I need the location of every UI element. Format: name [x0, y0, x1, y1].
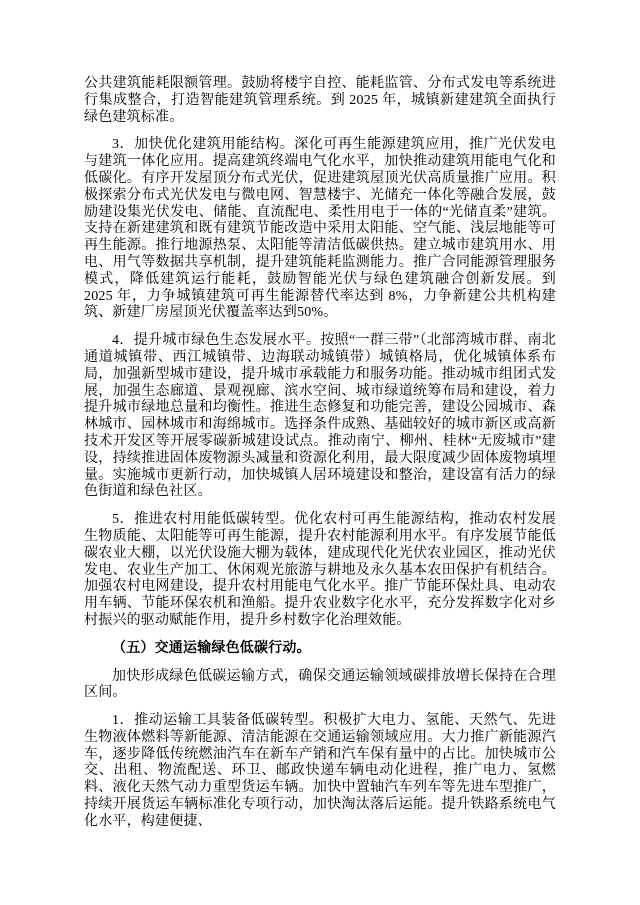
paragraph: 4．提升城市绿色生态发展水平。按照“一群三带”（北部湾城市群、南北通道城镇带、西江城镇带、边海联动城镇带）城镇格局，优化城镇体系布局，加强新型城市建设，提升城市承载能力和服务功能。推动城市组团式发展，加强生态廊道、景观视廊、滨水空间、城市绿道统筹布局和建设，着力提升城市绿地总量和均衡性。推进生态修复和功能完善，建设公园城市、森林城市、园林城市和海绵城市。选择条件成熟、基础较好的城市新区或高新技术开发区等开展零碳新城建设试点。推动南宁、柳州、桂林“无废城市”建设，持续推进固体废物源头减量和资源化利用，最大限度减少固体废物填埋量。实施城市更新行动，加快城镇人居环境建设和整治，建设富有活力的绿色街道和绿色社区。	[84, 333, 556, 500]
paragraph: 3．加快优化建筑用能结构。深化可再生能源建筑应用，推广光伏发电与建筑一体化应用。提高建筑终端电气化水平，加快推动建筑用能电气化和低碳化。有序开发屋顶分布式光伏，促进建筑屋顶光伏高质量推广应用。积极探索分布式光伏发电与微电网、智慧楼宇、光储充一体化等融合发展，鼓励建设集光伏发电、储能、直流配电、柔性用电于一体的“光储直柔”建筑。支持在新建建筑和既有建筑节能改造中采用太阳能、空气能、浅层地能等可再生能源。推行地源热泵、太阳能等清洁低碳供热。建立城市建筑用水、用电、用气等数据共享机制，提升建筑能耗监测能力。推广合同能源管理服务模式，降低建筑运行能耗，鼓励智能光伏与绿色建筑融合创新发展。到 2025 年，力争城镇建筑可再生能源替代率达到 8%，力争新建公共机构建筑、新建厂房屋顶光伏覆盖率达到50%。	[84, 137, 556, 321]
paragraph: 5．推进农村用能低碳转型。优化农村可再生能源结构，推动农村发展生物质能、太阳能等可再生能源，提升农村能源利用水平。有序发展节能低碳农业大棚，以光伏设施大棚为载体，建成现代化光伏农业园区，推动光伏发电、农业生产加工、休闲观光旅游与耕地及永久基本农田保护有机结合。加强农村电网建设，提升农村用能电气化水平。推广节能环保灶具、电动农用车辆、节能环保农机和渔船。提升农业数字化水平，充分发挥数字化对乡村振兴的驱动赋能作用，提升乡村数字化治理效能。	[84, 512, 556, 628]
document-body	[84, 76, 556, 831]
paragraph: 公共建筑能耗限额管理。鼓励将楼宇自控、能耗监管、分布式发电等系统进行集成整合，打造智能建筑管理系统。到 2025 年，城镇新建建筑全面执行绿色建筑标准。	[84, 76, 556, 125]
section-heading: （五）交通运输绿色低碳行动。	[112, 640, 311, 656]
paragraph: 加快形成绿色低碳运输方式，确保交通运输领域碳排放增长保持在合理区间。	[84, 668, 556, 701]
paragraph: 1．推动运输工具装备低碳转型。积极扩大电力、氢能、天然气、先进生物液体燃料等新能源、清洁能源在交通运输领域应用。大力推广新能源汽车，逐步降低传统燃油汽车在新车产销和汽车保有量中的占比。加快城市公交、出租、物流配送、环卫、邮政快递车辆电动化进程，推广电力、氢燃料、液化天然气动力重型货运车辆。加快中置轴汽车列车等先进车型推广，持续开展货运车辆标准化专项行动，加快淘汰落后运能。提升铁路系统电气化水平，构建便捷、	[84, 713, 556, 829]
